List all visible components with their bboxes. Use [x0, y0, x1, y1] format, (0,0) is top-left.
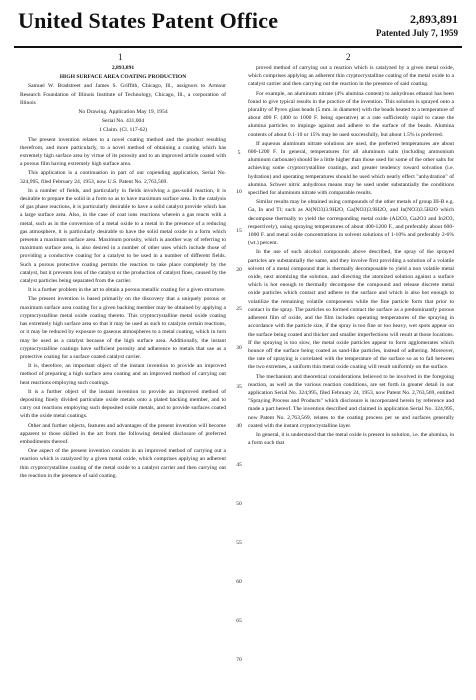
- header-rule: [14, 46, 462, 48]
- line-number: 15: [236, 228, 242, 234]
- line-number: 55: [236, 540, 242, 546]
- line-number: 25: [236, 306, 242, 312]
- right-body: [248, 64, 454, 447]
- line-number: 5: [237, 150, 241, 156]
- body-paragraph: It is, therefore, an important object of the instant invention to provide an improved method of preparing a high surface area coating and an improved method of carrying out heat reactions employing such coatings.: [20, 363, 226, 386]
- line-number: 35: [236, 384, 242, 390]
- body-paragraph: proved method of carrying out a reaction which is catalyzed by a given metal oxide, which comprises applying an adherent thin cryptocrystalline coating of the metal oxide to a catalyst carrier and then carrying out the reaction in the presence of said coating.: [248, 65, 454, 88]
- application-line: No Drawing. Application May 19, 1954: [78, 109, 168, 116]
- body-paragraph: Similar results may be obtained using compounds of the other metals of group III-B e.g. Ga, In and Tl; such as Al(NO3)3.9H2O, Ga(NO3)3.9H2O, and In(NO3)3.5H2O which decompose thermally to yield the corresponding metal oxide (Al2O3, Ga2O3 and In2O3, respectively), using spraying temperatures of about 400-1200 F., and preferably about 600-1000 F. and metal oxide concentrations in solvent solutions of 1-10% and preferably 2-6% (wt.) percent.: [248, 199, 454, 247]
- body-paragraph: The mechanism and theoretical considerations believed to be involved in the foregoing reaction, as well as the various reaction conditions, are set forth in greater detail in our application Serial No. 324,995, filed February 24, 1953, now Patent No. 2,763,569, entitled "Spraying Process and Products" which disclosure is incorporated herein by reference and made a part hereof. The invention described and claimed in application Serial No. 324,995, now Patent No. 2,763,569, relates to the coating process per se and surfaces generally coated with the instant cryptocrystalline layer.: [248, 373, 454, 429]
- column-number-right: 2: [346, 52, 351, 62]
- body-paragraph: It is a further object of the instant invention to provide an improved method of depositing finely divided particulate oxide metals onto a plated backing member, and to carry out reactions employing such deposited oxide metals, and to provide surfaces coated with the oxide metal coatings.: [20, 388, 226, 420]
- body-paragraph: In the use of such alcohol compounds above described, the spray of the sprayed particles are substantially the same, and they involve first providing a solution of a volatile solvent of a metal compound that is thermally decomposable to yield a non volatile metal oxide, next atomizing the solution, and directing the atomized solution against a surface which is hot enough to thermally decompose the compound and release discrete metal oxide particles which contact and adhere to the surface and which is also hot enough to volatilize the remaining volatile components while the fine particle form that prior to contact in the spray. The particles so formed contact the surface as a predominantly porous adherent film of oxide, and the film includes operating temperatures of the spraying in accordance with the particle size, if the spray is too fine or too heavy, wet spots appear on the surface being coated and thicker and smaller imperfections will result at those locations. If the spraying is too slow, the metal oxide particles appear to form agglomerates which bounce off the surface being coated as sand-like particles, instead of adhering. Moreover, the rate of spraying is correlated with the temperature of the surface so as to fall between the two extremes, a uniform thin metal oxide coating will result uniformly on the surface.: [248, 249, 454, 371]
- inventors: Samuel W. Bradstreet and James S. Griffith, Chicago, Ill., assignors to Armour Research Foundation of Illinois Institute of Technology, Chicago, Ill., a corporation of Illinois: [20, 83, 226, 106]
- patent-office-title: United States Patent Office: [18, 8, 279, 33]
- claim-line: 1 Claim. (Cl. 117-62): [98, 127, 148, 134]
- line-number: 30: [236, 345, 242, 351]
- line-number: 70: [236, 657, 242, 663]
- serial-line: Serial No. 431,004: [101, 118, 145, 125]
- body-paragraph: This application is a continuation in part of our copending application, Serial No. 324,995, filed February 24, 1953, now U.S. Patent No. 2,763,569.: [20, 170, 226, 185]
- line-number: 60: [236, 579, 242, 585]
- left-body: [20, 136, 226, 480]
- body-paragraph: If aqueous aluminum nitrate solutions are used, the preferred temperatures are about 600-1200 F. In general, temperatures for all aluminum salts (including ammonium aluminum carbonate) should be a little higher than those used for some of the other salts for achieving some cryptocrystalline coatings, and greater tendency toward solvation (i.e. hydration) and operating temperatures should be used which nearly effect "anhydration" of alumina. Schwer nitric anhydrous means may be used under substantially the conditions specified for aluminum nitrate with comparable results.: [248, 140, 454, 197]
- body-paragraph: For example, an aluminum nitrate (4% alumina content) to anhydrous ethanol has been found to give typical results in the practice of the invention. This solution is sprayed onto a plurality of Pyrex glass beads (5 mm. in diameter) with the beads heated to a temperature of about 400 F. (400 to 1000 F. being operative) at a rate sufficiently rapid to cause the alumina particles to impinge against and adhere to the surface of the beads. Alumina contents of about 0.1-10 or 15% may be used successfully, but about 1.5% is preferred.: [248, 90, 454, 138]
- body-paragraph: In a number of fields, and particularly in fields involving a gas-solid reaction, it is desirable to prepare the solid in a form so as to have maximum surface area. In the catalysis of gas phase reactions, it is particularly desirable to have a solid catalyst provide which has a large surface area. Also, in the case of coat ions reactions wherein a gas reacts with a metal, such as in the conversion of a metal oxide to a metal in the presence of a reducing gas atmosphere, it is particularly desirable to have the solid metal oxide in a form which presents a maximum surface area. Maximum porosity, which is another way of referring to maximum surface area, is also desired in a number of other uses which include those of providing a conductive coating for a catalyst to be used in a number of different fields. Such a porous protective coating permits the reaction to take place completely by the catalyst, but it prevents loss of the catalyst or the production of catalyst fines, caused by the catalyst particles being separated from the carrier.: [20, 187, 226, 285]
- line-number: 45: [236, 462, 242, 468]
- right-column: [248, 64, 454, 448]
- body-paragraph: In general, it is understood that the metal oxide is present in solution, i.e. the alumina, in a form such that: [248, 431, 454, 447]
- patent-number: 2,893,891: [410, 12, 458, 26]
- line-number: 20: [236, 267, 242, 273]
- body-paragraph: One aspect of the present invention consists in an improved method of carrying out a reaction which is catalyzed by a given metal oxide, which comprises applying an adherent thin cryptocrystalline coating of the metal oxide to a catalyst carrier and then carrying out the reaction in the presence of said coating.: [20, 448, 226, 479]
- front-number: 2,893,891: [111, 65, 135, 71]
- line-number: 65: [236, 618, 242, 624]
- body-paragraph: Other and further objects, features and advantages of the present invention will become apparent to those skilled in the art from the following detailed disclosure of preferred embodiments thereof.: [20, 422, 226, 445]
- body-paragraph: The present invention relates to a novel coating method and the product resulting therefrom, and more particularly, to a novel method of obtaining a coating which has extremely high surface area by virtue of its porosity and to an improved article coated with a porous film having extremely high surface area.: [20, 136, 226, 168]
- body-paragraph: It is a further problem in the art to obtain a porous metallic coating for a given structure.: [28, 287, 226, 294]
- patented-date: Patented July 7, 1959: [376, 28, 458, 38]
- invention-title: HIGH SURFACE AREA COATING PRODUCTION: [59, 74, 187, 81]
- left-column: [20, 64, 226, 481]
- column-number-left: 1: [118, 52, 123, 62]
- line-number: 40: [236, 423, 242, 429]
- body-paragraph: The present invention is based primarily on the discovery that a uniquely porous or maximum surface area coating for a given backing member may be obtained by applying a cryptocrystalline metal oxide coating thereto. This cryptocrystalline metal oxide coating has extremely high surface area so that it may be used as such to catalyze certain reactions, or it may be reduced by exposure to gaseous atmospheres to a metal coating, which in turn may be used as a catalyst because of the high surface area. Additionally, the instant cryptocrystalline coatings have sufficient porosity and adherence to metals that use as a protective coating for a surface coated catalyst carrier.: [20, 296, 226, 360]
- line-number: 50: [236, 501, 242, 507]
- line-number: 10: [236, 189, 242, 195]
